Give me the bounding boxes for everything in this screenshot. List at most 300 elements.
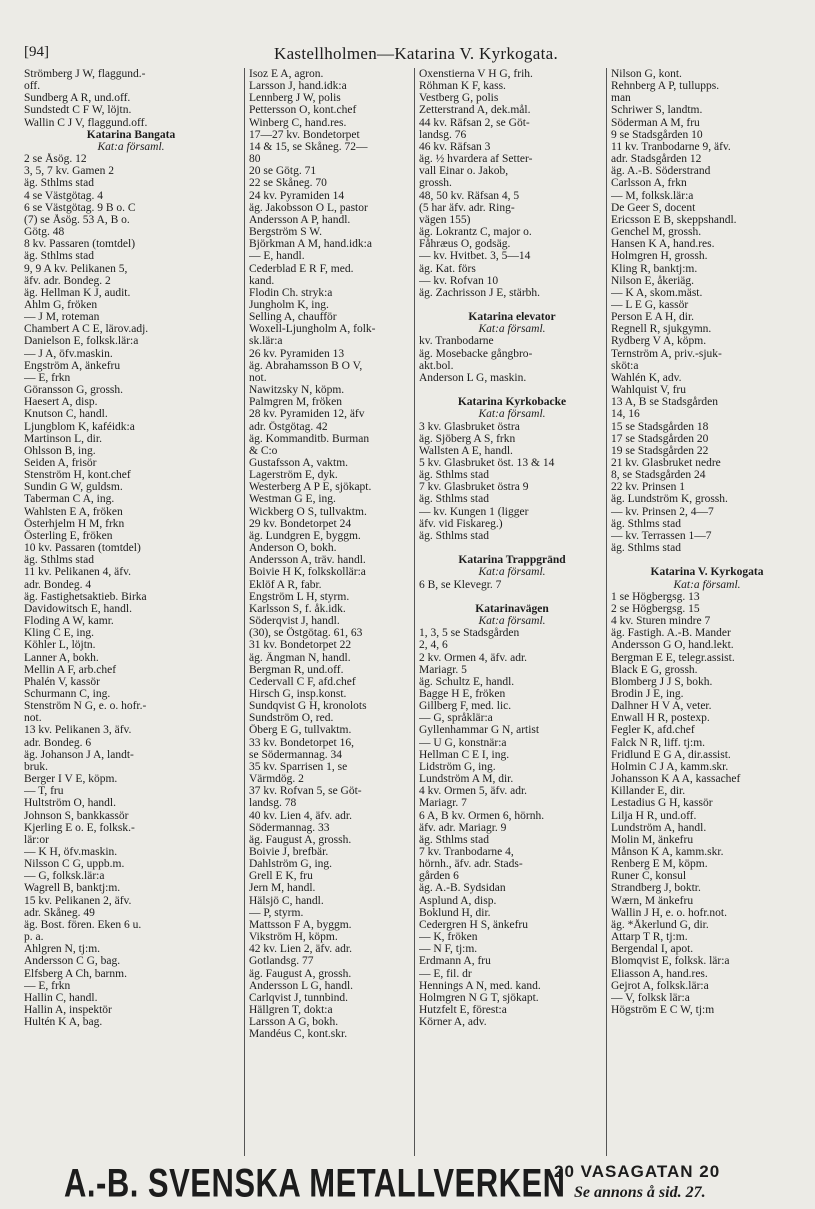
directory-entry: Zetterstrand A, dek.mål. (419, 104, 531, 117)
directory-entry: Molin M, änkefru (611, 833, 694, 846)
directory-entry: man (611, 92, 631, 105)
directory-entry: Phalén V, kassör (24, 675, 100, 688)
directory-entry: (5 har äfv. adr. Ring- (419, 201, 515, 214)
directory-entry: Woxell-Ljungholm A, folk- (249, 323, 376, 336)
directory-entry: Andersson A P, handl. (249, 213, 351, 226)
directory-entry: sk.lär:a (249, 335, 283, 348)
directory-entry: Göransson G, grossh. (24, 384, 124, 397)
directory-entry: 4 kv. Sturen mindre 7 (611, 615, 711, 628)
directory-entry: 29 kv. Bondetorpet 24 (249, 517, 352, 530)
directory-entry: 20 se Götg. 71 (249, 165, 317, 178)
directory-entry: äg. Abrahamsson B O V, (249, 359, 363, 372)
directory-entry: Jern M, handl. (249, 882, 316, 895)
directory-entry: äg. Sjöberg A S, frkn (419, 432, 516, 445)
directory-entry: 8 kv. Passaren (tomtdel) (24, 238, 136, 251)
directory-entry: — J M, roteman (24, 311, 100, 324)
directory-entry: 22 kv. Prinsen 1 (611, 481, 686, 494)
directory-entry: Hansen K A, hand.res. (611, 238, 715, 251)
directory-entry: 24 kv. Pyramiden 14 (249, 189, 345, 202)
street-heading: Katarina Bangata (86, 128, 176, 141)
directory-entry: Ljungblom K, kaféidk:a (24, 420, 135, 433)
directory-entry: Brodin J E, ing. (611, 687, 684, 700)
directory-entry: Köhler L, löjtn. (24, 639, 96, 652)
directory-entry: 26 kv. Pyramiden 13 (249, 347, 345, 360)
directory-entry: Fegler K, afd.chef (611, 724, 695, 737)
directory-entry: Söderqvist J, handl. (249, 615, 340, 628)
directory-entry: äg. Fastighetsaktieb. Birka (24, 590, 147, 603)
directory-entry: Vestberg G, polis (419, 92, 499, 105)
directory-entry: 2, 4, 6 (419, 639, 448, 652)
directory-entry: 15 kv. Pelikanen 2, äfv. (24, 894, 132, 907)
parish-label: Kat:a församl. (97, 140, 165, 153)
directory-entry: 2 se Högbergsg. 15 (611, 602, 700, 615)
directory-entry: Wærn, M änkefru (611, 894, 694, 907)
directory-entry: Hälsjö C, handl. (249, 894, 324, 907)
directory-entry: Mellin A F, arb.chef (24, 663, 117, 676)
directory-entry: Nilson E, åkeriäg. (611, 274, 695, 287)
directory-entry: Grell E K, fru (249, 870, 313, 883)
directory-entry: Lilja H R, und.off. (611, 809, 697, 822)
directory-entry: 3, 5, 7 kv. Gamen 2 (24, 165, 114, 178)
directory-entry: äg. Sthlms stad (24, 250, 94, 263)
directory-entry: 8, se Stadsgården 24 (611, 469, 706, 482)
directory-entry: 37 kv. Rofvan 5, se Göt- (249, 785, 362, 798)
directory-entry: Engström A, änkefru (24, 359, 121, 372)
directory-entry (419, 299, 605, 311)
directory-entry: Erdmann A, fru (419, 955, 491, 968)
directory-entry: Blomqvist E, folksk. lär:a (611, 955, 730, 968)
directory-entry: Boivie J, brefbär. (249, 846, 329, 858)
directory-entry: Kling C E, ing. (24, 627, 94, 640)
directory-entry: Österling E, fröken (24, 529, 113, 542)
directory-entry: äg. Sthlms stad (611, 542, 681, 555)
directory-entry: Värmdög. 2 (249, 773, 304, 786)
directory-entry: Gyllenhammar G N, artist (419, 724, 540, 737)
directory-entry: Attarp T R, tj:m. (611, 931, 688, 944)
directory-entry: 13 kv. Pelikanen 3, äfv. (24, 724, 132, 737)
directory-entry: Carlqvist J, tunnbind. (249, 991, 349, 1004)
directory-entry: adr. Bondeg. 4 (24, 578, 92, 591)
directory-entry: Gejrot A, folksk.lär:a (611, 979, 709, 992)
directory-entry: — U G, konstnär:a (419, 736, 507, 749)
directory-entry: Hallin C, handl. (24, 991, 98, 1004)
directory-entry: Lanner A, bokh. (24, 651, 99, 664)
directory-entry: Nilson G, kont. (611, 68, 682, 80)
directory-entry: Killander E, dir. (611, 785, 686, 798)
directory-entry: — E, handl. (249, 250, 305, 263)
directory-entry (419, 542, 605, 554)
directory-entry: adr. Östgötag. 42 (249, 420, 328, 433)
directory-entry: Lidström G, ing. (419, 760, 496, 773)
directory-entry: 6 B, se Klevegr. 7 (419, 578, 502, 591)
directory-entry: Hultström O, handl. (24, 797, 116, 810)
directory-entry: hörnh., äfv. adr. Stads- (419, 858, 523, 871)
directory-entry: & C:o (249, 444, 278, 457)
directory-entry: vall Einar o. Jakob, (419, 165, 509, 178)
directory-entry: Strandberg J, boktr. (611, 882, 701, 895)
directory-entry: Wagrell B, banktj:m. (24, 882, 121, 895)
directory-entry: 28 kv. Pyramiden 12, äfv (249, 408, 365, 421)
directory-entry: Ericsson E B, skeppshandl. (611, 213, 737, 226)
directory-entry: Holmgren H, grossh. (611, 250, 708, 263)
ad-address: 20 VASAGATAN 20 (554, 1162, 721, 1181)
directory-entry: Röhman K F, kass. (419, 80, 506, 93)
directory-entry: Sundström O, red. (249, 712, 334, 725)
directory-entry: 11 kv. Pelikanen 4, äfv. (24, 566, 131, 579)
directory-entry: 6 A, B kv. Ormen 6, hörnh. (419, 809, 545, 822)
directory-entry: Wahlén K, adv. (611, 371, 682, 384)
directory-entry: Ahlm G, fröken (24, 298, 98, 311)
parish-label: Kat:a församl. (478, 566, 546, 579)
directory-entry: Gillberg F, med. lic. (419, 700, 512, 713)
directory-entry: Stenström H, kont.chef (24, 469, 131, 482)
directory-entry: Fridlund E G A, dir.assist. (611, 748, 731, 761)
directory-entry: Cedervall C F, afd.chef (249, 675, 356, 688)
directory-entry: 2 kv. Ormen 4, äfv. adr. (419, 651, 528, 664)
directory-entry: äg. Lundström K, grossh. (611, 493, 728, 506)
directory-entry: 21 kv. Glasbruket nedre (611, 457, 721, 469)
directory-entry: Andersson G O, hand.lekt. (611, 639, 734, 652)
directory-entry: Person E A H, dir. (611, 311, 695, 324)
directory-entry: grossh. (419, 177, 452, 190)
directory-entry: Sundqvist G H, kronolots (249, 700, 367, 713)
directory-entry: Enwall H R, postexp. (611, 712, 710, 725)
directory-entry: Taberman C A, ing. (24, 493, 115, 506)
directory-entry: p. a. (24, 931, 44, 944)
directory-entry: Schurmann C, ing. (24, 687, 111, 700)
directory-entry: Bergendal I, apot. (611, 943, 694, 956)
directory-entry: Wickberg O S, tullvaktm. (249, 505, 367, 518)
directory-entry: Götg. 48 (24, 226, 65, 239)
directory-entry: Floding A W, kamr. (24, 615, 114, 628)
directory-entry: Ahlgren N, tj:m. (24, 943, 101, 956)
directory-entry (419, 591, 605, 603)
directory-entry: akt.bol. (419, 359, 454, 372)
ad-company-name: A.-B. SVENSKA METALLVERKEN (64, 1160, 566, 1206)
directory-entry: 46 kv. Räfsan 3 (419, 140, 491, 153)
directory-entry: 19 se Stadsgården 22 (611, 444, 709, 457)
directory-entry: landsg. 76 (419, 128, 467, 141)
directory-entry: Wahlquist V, fru (611, 384, 686, 397)
directory-entry: Westman G E, ing. (249, 493, 336, 506)
directory-entry: Runer C, konsul (611, 870, 687, 883)
directory-entry: Berger I V E, köpm. (24, 773, 118, 786)
directory-entry: not. (249, 371, 267, 384)
directory-entry: 7 kv. Tranbodarne 4, (419, 846, 514, 858)
directory-entry: 80 (249, 153, 261, 166)
directory-entry: Körner A, adv. (419, 1016, 487, 1029)
directory-entry: Regnell R, sjukgymn. (611, 323, 712, 336)
parish-label: Kat:a församl. (478, 408, 546, 421)
directory-entry: Holmgren N G T, sjökapt. (419, 991, 539, 1004)
directory-entry: Wallin J H, e. o. hofr.not. (611, 906, 727, 919)
directory-entry: Högström E C W, tj:m (611, 1004, 715, 1017)
directory-entry: Bergman E E, telegr.assist. (611, 651, 735, 664)
directory-entry: äg. Zachrisson J E, stärbh. (419, 286, 541, 299)
directory-entry: Pettersson O, kont.chef (249, 104, 357, 117)
directory-entry: Davidowitsch E, handl. (24, 602, 132, 615)
directory-entry: — J A, öfv.maskin. (24, 347, 113, 360)
directory-entry: äfv. vid Fiskareg.) (419, 517, 503, 530)
directory-entry: äg. Faugust A, grossh. (249, 967, 352, 980)
directory-entry: 5 kv. Glasbruket öst. 13 & 14 (419, 457, 555, 469)
directory-entry: Björkman A M, hand.idk:a (249, 238, 372, 251)
page-title: Kastellholmen—Katarina V. Kyrkogata. (274, 44, 558, 63)
street-heading: Katarinavägen (475, 602, 549, 615)
directory-entry: sköt:a (611, 359, 639, 372)
directory-entry: Andersson C G, bag. (24, 955, 121, 968)
directory-entry: Boklund H, dir. (419, 906, 491, 919)
directory-entry: Larsson J, hand.idk:a (249, 80, 347, 93)
directory-entry: Hutzfelt E, förest:a (419, 1004, 507, 1017)
directory-entry: äg. Sthlms stad (419, 833, 489, 846)
directory-entry: äg. Lokrantz C, major o. (419, 226, 532, 239)
street-heading: Katarina V. Kyrkogata (650, 566, 764, 579)
directory-entry: 14 & 15, se Skåneg. 72— (249, 140, 368, 153)
directory-entry: kv. Tranbodarne (419, 335, 494, 348)
directory-entry: Lagerström E, dyk. (249, 469, 338, 482)
directory-entry: — G, språklär:a (419, 712, 493, 725)
directory-entry: 17—27 kv. Bondetorpet (249, 128, 360, 141)
directory-entry: äg. Lundgren E, byggm. (249, 529, 361, 542)
directory-entry: Mariagr. 7 (419, 797, 467, 810)
directory-entry: Lundström A, handl. (611, 821, 707, 834)
directory-entry: 3 kv. Glasbruket östra (419, 420, 520, 433)
directory-entry: Larsson A G, bokh. (249, 1016, 339, 1029)
directory-entry: — kv. Terrassen 1—7 (611, 529, 712, 542)
directory-entry: 35 kv. Sparrisen 1, se (249, 760, 348, 773)
directory-entry: — E, frkn (24, 371, 71, 384)
directory-entry: — kv. Prinsen 2, 4—7 (611, 505, 714, 518)
directory-entry: Hellman C E I, ing. (419, 748, 510, 761)
directory-entry: Hirsch G, insp.konst. (249, 687, 347, 700)
directory-entry: 11 kv. Tranbodarne 9, äfv. (611, 140, 731, 153)
directory-entry: 4 se Västgötag. 4 (24, 189, 104, 202)
directory-entry: Ternström A, priv.-sjuk- (611, 347, 722, 360)
directory-entry: — G, folksk.lär:a (24, 870, 105, 883)
directory-entry: Karlsson S, f. åk.idk. (249, 602, 346, 615)
directory-entry: äg. ½ hvardera af Setter- (419, 153, 533, 166)
directory-entry: äg. Jakobsson O L, pastor (249, 201, 368, 214)
street-heading: Katarina Kyrkobacke (457, 396, 567, 409)
directory-entry: äg. Kat. förs (419, 262, 476, 275)
directory-entry: äg. Bost. fören. Eken 6 u. (24, 918, 142, 931)
directory-entry: 15 se Stadsgården 18 (611, 420, 709, 433)
directory-entry: Dalhner H V A, veter. (611, 700, 712, 713)
directory-entry: Rydberg V A, köpm. (611, 335, 707, 348)
directory-entry: Cedergren H S, änkefru (419, 918, 529, 931)
directory-entry: — kv. Hvitbet. 3, 5—14 (419, 250, 531, 263)
directory-entry: adr. Bondeg. 6 (24, 736, 92, 749)
directory-entry: Boivie H K, folkskollär:a (249, 566, 366, 579)
directory-entry: 1, 3, 5 se Stadsgården (419, 627, 520, 640)
directory-entry: Lundström A M, dir. (419, 773, 514, 786)
column-4 (606, 68, 803, 1156)
directory-entry: Engström L H, styrm. (249, 590, 350, 603)
directory-entry: Andersson L G, handl. (249, 979, 354, 992)
parish-label: Kat:a församl. (478, 615, 546, 628)
directory-entry: äg. *Åkerlund G, dir. (611, 918, 709, 931)
column-1 (24, 68, 238, 1156)
directory-entry: — E, fil. dr (419, 967, 472, 980)
directory-entry: äg. Fastigh. A.-B. Mander (611, 627, 731, 640)
directory-entry: Palmgren M, fröken (249, 396, 342, 409)
directory-entry: Wahlsten E A, fröken (24, 505, 123, 518)
column-2 (244, 68, 415, 1156)
directory-entry: Renberg E M, köpm. (611, 858, 708, 871)
directory-entry: Elfsberg A Ch, barnm. (24, 967, 127, 980)
directory-entry: Genchel M, grossh. (611, 226, 702, 239)
directory-entry: Andersson A, träv. handl. (249, 554, 366, 567)
directory-entry: äg. Sthlms stad (611, 517, 681, 530)
directory-entry: 40 kv. Lien 4, äfv. adr. (249, 809, 352, 822)
directory-entry: äg. Mosebacke gångbro- (419, 347, 533, 360)
page-number: [94] (24, 44, 49, 60)
directory-entry: 22 se Skåneg. 70 (249, 177, 327, 190)
directory-entry: Black E G, grossh. (611, 663, 698, 676)
directory-entry: 13 A, B se Stadsgården (611, 396, 719, 409)
directory-entry: Isoz E A, agron. (249, 68, 324, 80)
directory-entry: 17 se Stadsgården 20 (611, 432, 709, 445)
directory-entry: Sundin G W, guldsm. (24, 481, 123, 494)
directory-entry: Knutson C, handl. (24, 408, 108, 421)
directory-entry: äg. Sthlms stad (419, 469, 489, 482)
directory-entry: Anderson O, bokh. (249, 542, 337, 555)
directory-entry: Strömberg J W, flaggund.- (24, 68, 146, 80)
directory-entry: Bergström S W. (249, 226, 322, 239)
directory-entry: Schriwer S, landtm. (611, 104, 703, 117)
directory-entry: Hallin A, inspektör (24, 1004, 112, 1017)
directory-entry: off. (24, 80, 41, 93)
directory-entry: Kling R, banktj:m. (611, 262, 698, 275)
directory-entry: Eliasson A, hand.res. (611, 967, 708, 980)
directory-entry: Seiden A, frisör (24, 457, 97, 469)
directory-entry: äg. Kommanditb. Burman (249, 432, 370, 445)
directory-entry: Winberg C, hand.res. (249, 116, 347, 129)
directory-entry: Hennings A N, med. kand. (419, 979, 541, 992)
directory-entry: Mariagr. 5 (419, 663, 467, 676)
directory-entry: Bagge H E, fröken (419, 687, 506, 700)
directory-entry: Eklöf A R, fabr. (249, 578, 322, 591)
directory-entry: Hultén K A, bag. (24, 1016, 103, 1029)
directory-entry: Johnson S, bankkassör (24, 809, 129, 822)
directory-entry: 9 se Stadsgården 10 (611, 128, 703, 141)
directory-entry: Asplund A, disp. (419, 894, 497, 907)
directory-entry: — kv. Rofvan 10 (419, 274, 499, 287)
directory-entry: Gustafsson A, vaktm. (249, 457, 349, 469)
directory-entry: Öberg E G, tullvaktm. (249, 724, 352, 737)
directory-entry: Martinson L, dir. (24, 432, 102, 445)
directory-entry: äg. Hellman K J, audit. (24, 286, 131, 299)
directory-entry: Wallin C J V, flaggund.off. (24, 116, 148, 129)
directory-entry: — V, folksk lär:a (611, 991, 690, 1004)
directory-entry (419, 384, 605, 396)
directory-entry: lär:or (24, 833, 49, 846)
directory-entry: 7 kv. Glasbruket östra 9 (419, 481, 529, 494)
directory-entry: Söderman A M, fru (611, 116, 700, 129)
directory-entry: Haesert A, disp. (24, 396, 98, 409)
directory-entry: Blomberg J J S, bokh. (611, 675, 713, 688)
directory-entry: Rehnberg A P, tullupps. (611, 80, 720, 93)
directory-entry: 14, 16 (611, 408, 640, 421)
directory-entry: 31 kv. Bondetorpet 22 (249, 639, 352, 652)
advertisement (64, 1160, 784, 1208)
street-heading: Katarina Trappgränd (458, 554, 566, 567)
directory-entry: Wallsten A E, handl. (419, 444, 513, 457)
parish-label: Kat:a församl. (478, 323, 546, 336)
directory-entry: äg. A.-B. Sydsidan (419, 882, 506, 895)
directory-entry: adr. Stadsgården 12 (611, 153, 702, 166)
directory-entry: äg. Sthlms stad (419, 493, 489, 506)
directory-entry: kand. (249, 274, 275, 287)
directory-entry: — M, folksk.lär:a (611, 189, 694, 202)
directory-columns (24, 68, 802, 1156)
directory-entry: Månson K A, kamm.skr. (611, 846, 724, 858)
directory-entry: Sundstedt C F W, löjtn. (24, 104, 132, 117)
directory-entry: Nilsson C G, uppb.m. (24, 858, 125, 871)
directory-entry: äg. Faugust A, grossh. (249, 833, 352, 846)
directory-entry: äfv. adr. Mariagr. 9 (419, 821, 507, 834)
directory-entry: (30), se Östgötag. 61, 63 (249, 627, 363, 640)
directory-entry: — K, fröken (419, 931, 478, 944)
directory-entry: Mandéus C, kont.skr. (249, 1028, 348, 1041)
directory-entry: Ohlsson B, ing. (24, 444, 96, 457)
directory-entry: — kv. Kungen 1 (ligger (419, 505, 529, 518)
directory-entry: Gotlandsg. 77 (249, 955, 314, 968)
directory-entry: Selling A, chaufför (249, 311, 337, 324)
directory-entry: Carlsson A, frkn (611, 177, 687, 190)
directory-entry: äg. A.-B. Söderstrand (611, 165, 711, 178)
directory-entry: — E, frkn (24, 979, 71, 992)
directory-entry: Dahlström G, ing. (249, 858, 333, 871)
directory-entry: 9, 9 A kv. Pelikanen 5, (24, 262, 128, 275)
page-header (24, 44, 784, 68)
directory-entry: 10 kv. Passaren (tomtdel) (24, 542, 141, 555)
directory-entry: De Geer S, docent (611, 201, 696, 214)
directory-entry: Mattsson F A, byggm. (249, 918, 352, 931)
directory-entry: äg. Sthlms stad (24, 177, 94, 190)
directory-entry: bruk. (24, 760, 48, 773)
directory-entry: — K A, skom.mäst. (611, 286, 703, 299)
parish-label: Kat:a församl. (673, 578, 741, 591)
directory-entry: Jungholm K, ing. (249, 298, 329, 311)
directory-entry: Westerberg A P E, sjökapt. (249, 481, 372, 494)
directory-entry: Kjerling E o. E, folksk.- (24, 821, 135, 834)
directory-entry: not. (24, 712, 42, 725)
directory-entry: (7) se Åsög. 53 A, B o. (24, 213, 130, 226)
directory-entry: Lennberg J W, polis (249, 92, 341, 105)
directory-entry: landsg. 78 (249, 797, 297, 810)
directory-entry: 33 kv. Bondetorpet 16, (249, 736, 354, 749)
directory-entry: gården 6 (419, 870, 459, 883)
directory-entry: se Södermannag. 34 (249, 748, 342, 761)
directory-entry: — L E G, kassör (611, 298, 689, 311)
ad-reference: Se annons å sid. 27. (574, 1184, 706, 1201)
directory-entry: Johansson K A A, kassachef (611, 773, 741, 786)
directory-entry: äg. Ängman N, handl. (249, 651, 351, 664)
directory-entry: Lestadius G H, kassör (611, 797, 713, 810)
directory-entry: 44 kv. Räfsan 2, se Göt- (419, 116, 530, 129)
directory-entry: Nawitzsky N, köpm. (249, 384, 345, 397)
directory-entry: Danielson E, folksk.lär:a (24, 335, 139, 348)
directory-entry: Flodin Ch. stryk:a (249, 286, 333, 299)
directory-entry: Stenström N G, e. o. hofr.- (24, 700, 147, 713)
directory-entry: — K H, öfv.maskin. (24, 846, 118, 858)
directory-entry: Oxenstierna V H G, frih. (419, 68, 533, 80)
directory-entry: äfv. adr. Bondeg. 2 (24, 274, 111, 287)
directory-entry: Sundberg A R, und.off. (24, 92, 131, 105)
column-3 (414, 68, 605, 1156)
